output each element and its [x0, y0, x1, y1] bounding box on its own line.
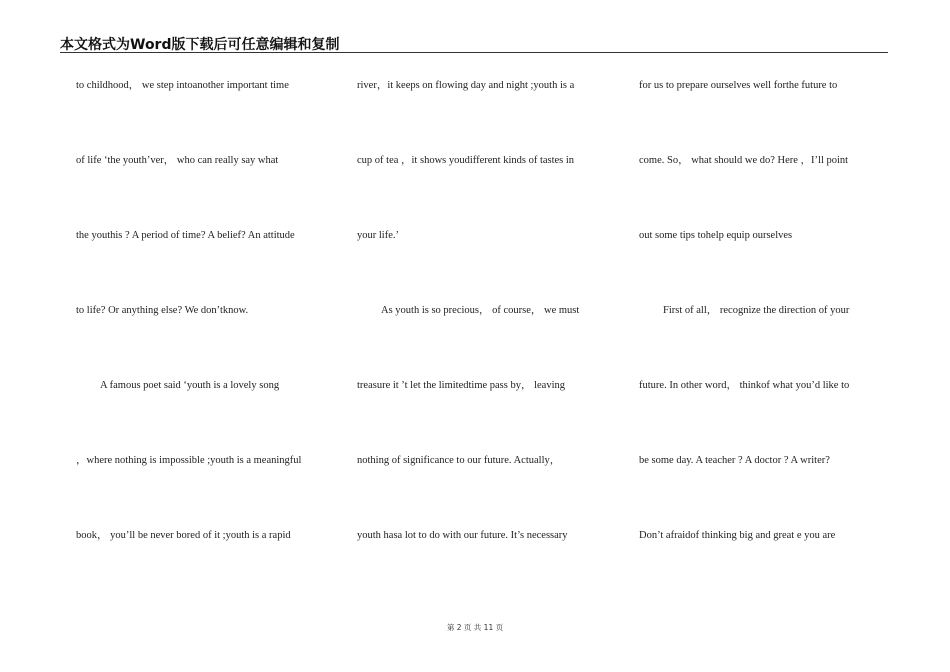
text-line: A famous poet said ‘youth is a lovely song [100, 380, 280, 391]
text-column-3 [639, 78, 889, 603]
text-line: your life.’ [357, 230, 399, 241]
header-divider [60, 52, 888, 53]
text-line: come. So， what should we do? Here ，I’ll point [639, 155, 849, 166]
text-line: to life? Or anything else? We don’tknow. [76, 305, 249, 316]
text-line: treasure it ’t let the limitedtime pass by， leaving [357, 380, 566, 391]
text-line: be some day. A teacher ? A doctor ? A writer? [639, 455, 830, 466]
text-line: Don’t afraidof thinking big and great e you are [639, 530, 836, 541]
text-line: nothing of significance to our future. Actually， [357, 455, 561, 466]
text-line: to childhood， we step intoanother important time [76, 80, 289, 91]
header-title: 本文格式为Word版下载后可任意编辑和复制 [60, 37, 340, 53]
text-line: ，where nothing is impossible ;youth is a meaningful [76, 455, 302, 466]
text-line: book， you’ll be never bored of it ;youth is a rapid [76, 530, 291, 541]
text-line: cup of tea ，it shows youdifferent kinds of tastes in [357, 155, 575, 166]
text-line: out some tips tohelp equip ourselves [639, 230, 793, 241]
text-line: the youthis ? A period of time? A belief? An attitude [76, 230, 295, 241]
text-column-2 [357, 78, 607, 603]
text-line: First of all， recognize the direction of your [663, 305, 850, 316]
text-column-1 [76, 78, 326, 603]
text-line: of life ‘the youth’ver， who can really say what [76, 155, 279, 166]
page-number-footer: 第 2 页 共 11 页 [446, 623, 504, 632]
text-line: youth hasa lot to do with our future. It’s necessary [357, 530, 568, 541]
text-line: river，it keeps on flowing day and night ;youth is a [357, 80, 575, 91]
text-line: As youth is so precious， of course， we must [381, 305, 580, 316]
text-line: for us to prepare ourselves well forthe future to [639, 80, 838, 91]
text-line: future. In other word， thinkof what you’d like to [639, 380, 850, 391]
